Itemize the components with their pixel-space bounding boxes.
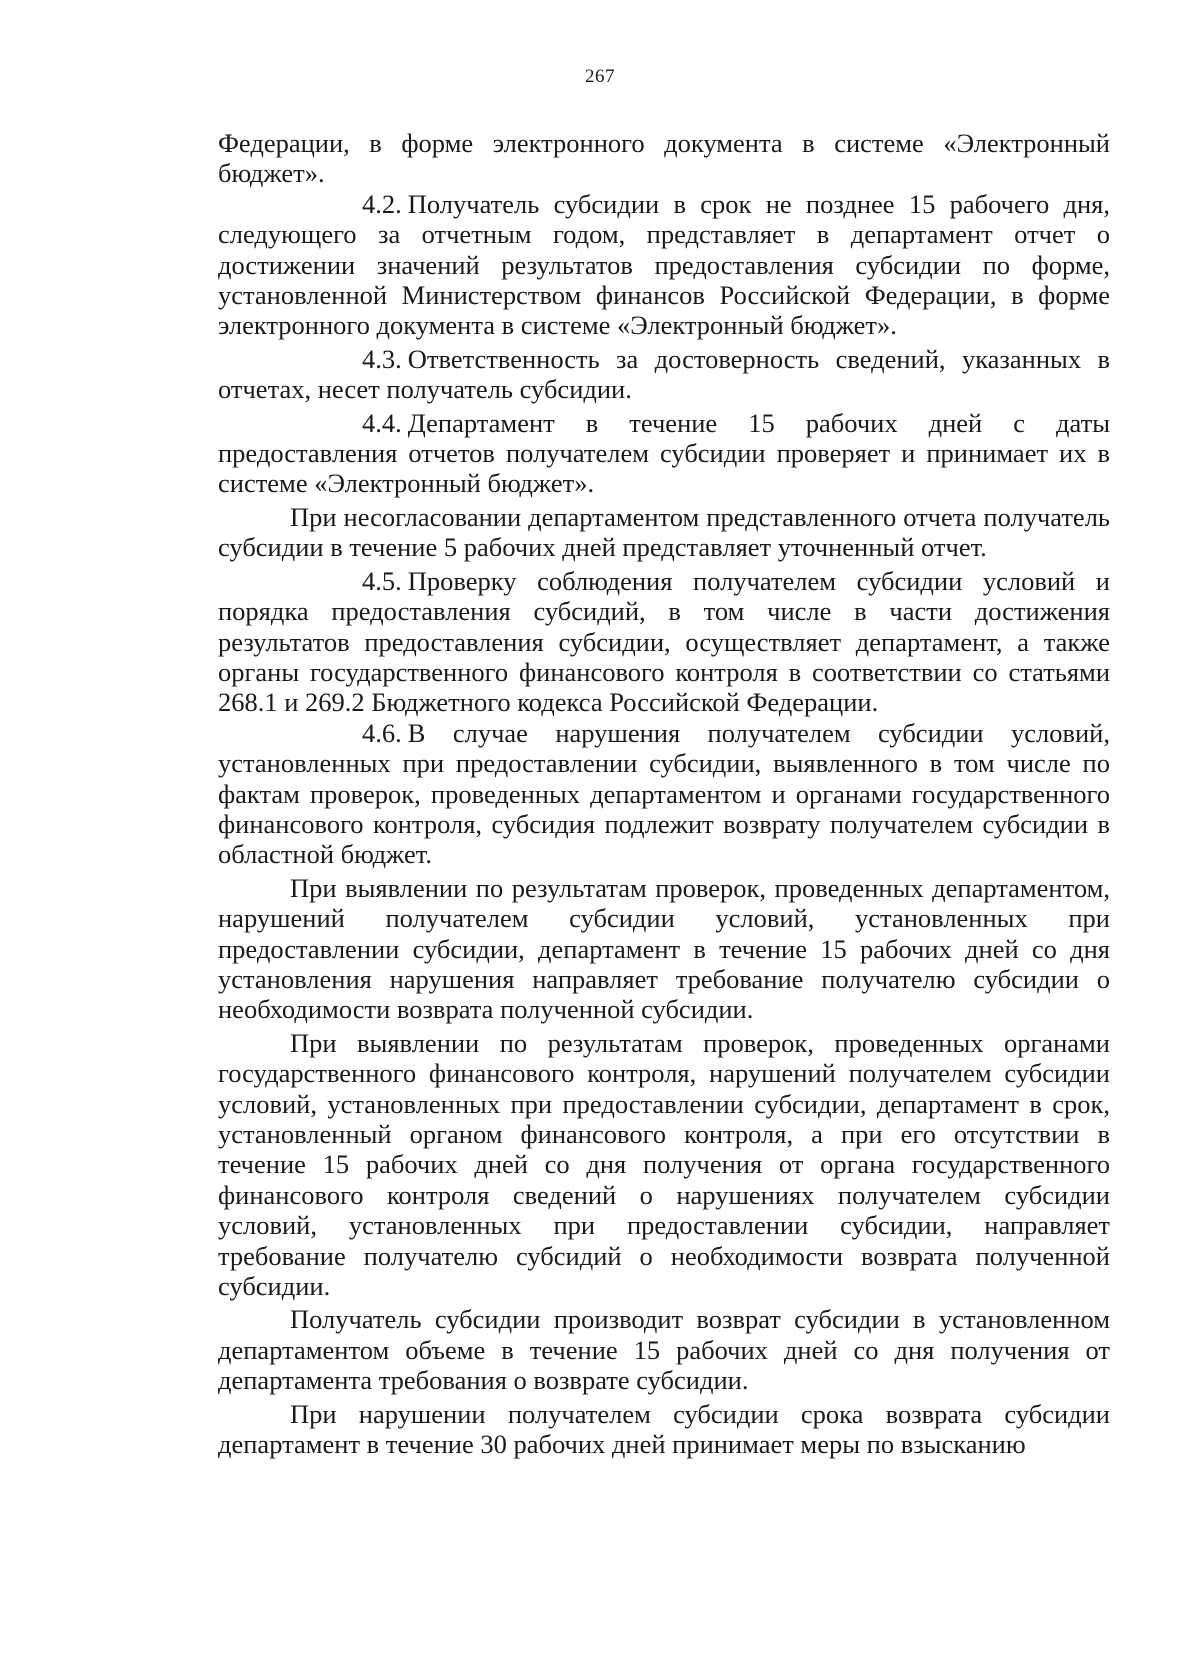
paragraph-text: При несогласовании департаментом представленного отчета получатель субсидии в течение 5 рабочих дней представляет уточненный отчет. <box>218 501 1110 563</box>
clause-number: 4.5. <box>362 565 402 596</box>
clause-4-6 <box>218 718 1110 870</box>
paragraph-text: При нарушении получателем субсидии срока возврата субсидии департамент в течение 30 рабочих дней принимает меры по взысканию <box>218 1398 1110 1460</box>
clause-text: В случае нарушения получателем субсидии условий, установленных при предоставлении субсидии, выявленного в том числе по фактам проверок, проведенных департаментом и органами государственного финансового контроля, субсидия подлежит возврату получателем субсидии в областной бюджет. <box>218 717 1110 870</box>
clause-number: 4.2. <box>362 188 402 219</box>
paragraph-department-inspection <box>218 873 1110 1025</box>
clause-number: 4.6. <box>362 717 402 748</box>
clause-text: Получатель субсидии в срок не позднее 15 рабочего дня, следующего за отчетным годом, представляет в департамент отчет о достижении значений результатов предоставления субсидии по форме, установленной Министерством финансов Российской Федерации, в форме электронного документа в системе «Электронный бюджет». <box>218 188 1110 341</box>
clause-number: 4.3. <box>362 343 402 374</box>
clause-4-2 <box>218 189 1110 341</box>
clause-text: Проверку соблюдения получателем субсидии условий и порядка предоставления субсидий, в том числе в части достижения результатов предоставления субсидии, осуществляет департамент, а также органы государственного финансового контроля в соответствии со статьями 268.1 и 269.2 Бюджетного кодекса Российской Федерации. <box>218 565 1110 718</box>
clause-4-5 <box>218 566 1110 718</box>
paragraph-text: При выявлении по результатам проверок, проведенных органами государственного финансового контроля, нарушений получателем субсидии условий, установленных при предоставлении субсидии, департамент в срок, установленный органом финансового контроля, а при его отсутствии в течение 15 рабочих дней со дня получения от органа государственного финансового контроля сведений о нарушениях получателем субсидии условий, установленных при предоставлении субсидии, направляет требование получателю субсидий о необходимости возврата полученной субсидии. <box>218 1027 1110 1302</box>
clause-4-3 <box>218 344 1110 405</box>
page-number: 267 <box>585 66 615 87</box>
document-body <box>218 128 1110 1459</box>
paragraph-text: При выявлении по результатам проверок, проведенных департаментом, нарушений получателем субсидии условий, установленных при предоставлении субсидии, департамент в течение 15 рабочих дней со дня установления нарушения направляет требование получателю субсидии о необходимости возврата полученной субсидии. <box>218 872 1110 1025</box>
paragraph-text: Получатель субсидии производит возврат субсидии в установленном департаментом объеме в течение 15 рабочих дней со дня получения от департамента требования о возврате субсидии. <box>218 1304 1110 1396</box>
paragraph-continuation <box>218 128 1110 189</box>
paragraph-disagreement <box>218 502 1110 563</box>
clause-text: Ответственность за достоверность сведений, указанных в отчетах, несет получатель субсидии. <box>218 343 1110 405</box>
paragraph-refund-violation <box>218 1399 1110 1460</box>
clause-4-4 <box>218 408 1110 499</box>
clause-number: 4.4. <box>362 407 402 438</box>
paragraph-text: Федерации, в форме электронного документа в системе «Электронный бюджет». <box>218 128 1110 189</box>
paragraph-control-bodies-inspection <box>218 1028 1110 1302</box>
clause-text: Департамент в течение 15 рабочих дней с даты предоставления отчетов получателем субсидии проверяет и принимает их в системе «Электронный бюджет». <box>218 407 1110 499</box>
paragraph-refund <box>218 1304 1110 1395</box>
